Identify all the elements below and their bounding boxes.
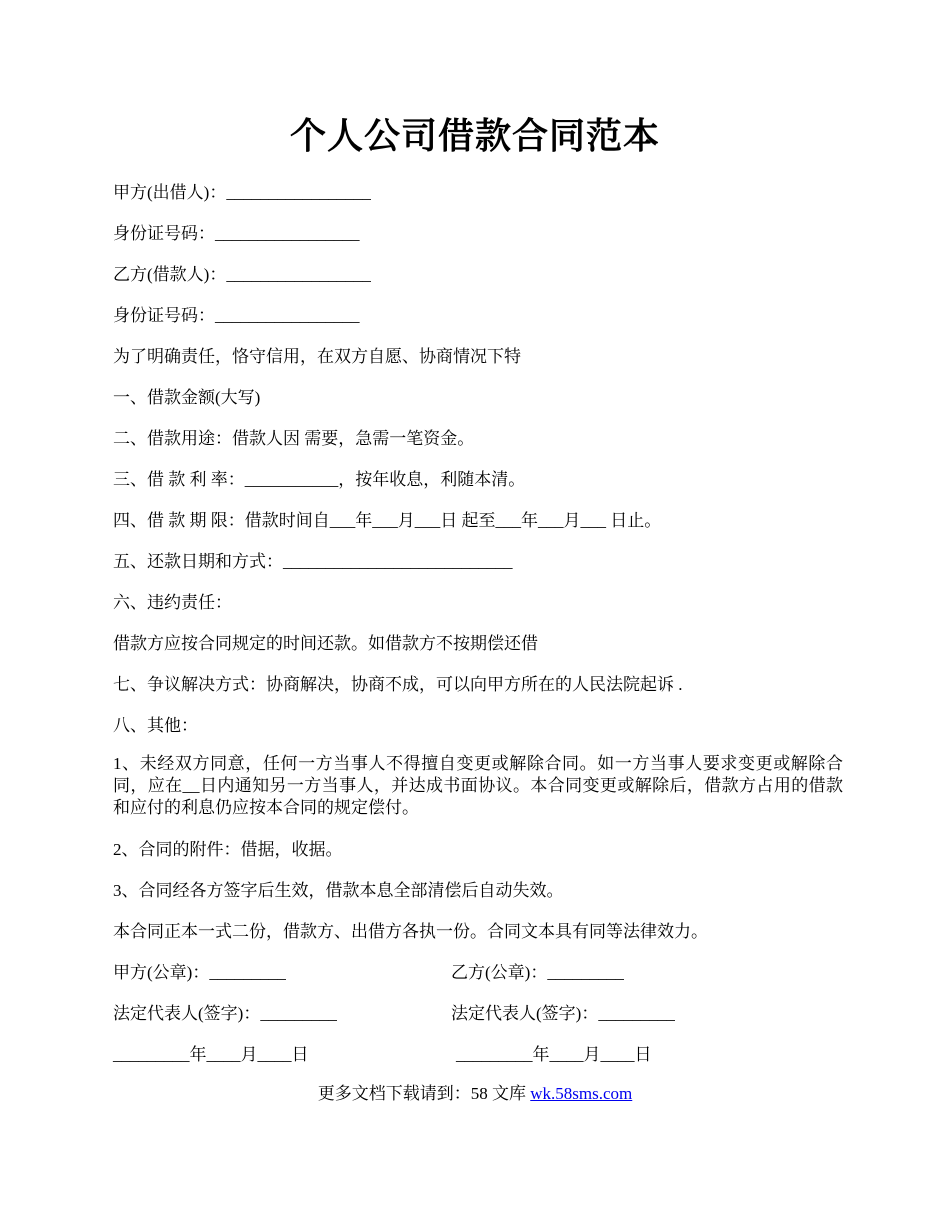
clause-other-heading: 八、其他：: [113, 716, 198, 735]
footer-prefix: 更多文档下载请到：58 文库: [317, 1084, 531, 1103]
clause-liability-heading: 六、违约责任：: [113, 593, 232, 612]
clause-interest-rate: 三、借 款 利 率：___________，按年收息，利随本清。: [113, 470, 526, 489]
party-b-representative: 法定代表人(签字)：_________: [451, 1004, 675, 1023]
clause-term: 四、借 款 期 限：借款时间自___年___月___日 起至___年___月___ 日止。: [113, 511, 662, 530]
party-b-seal: 乙方(公章)：_________: [451, 963, 624, 982]
clause-other-3: 3、合同经各方签字后生效，借款本息全部清偿后自动失效。: [113, 881, 564, 900]
clause-repayment: 五、还款日期和方式：___________________________: [113, 552, 513, 571]
clause-other-1: 1、未经双方同意，任何一方当事人不得擅自变更或解除合同。如一方当事人要求变更或解除合同，应在__日内通知另一方当事人，并达成书面协议。本合同变更或解除后，借款方占用的借款和应付的利息仍应按本合同的规定偿付。: [113, 754, 843, 817]
party-a-id-line: 身份证号码：_________________: [113, 224, 360, 243]
page-footer: [0, 1083, 950, 1105]
closing-statement: 本合同正本一式二份，借款方、出借方各执一份。合同文本具有同等法律效力。: [113, 922, 708, 941]
clause-other-2: 2、合同的附件：借据，收据。: [113, 840, 343, 859]
party-a-representative: 法定代表人(签字)：_________: [113, 1004, 337, 1023]
party-b-date: _________年____月____日: [456, 1045, 652, 1064]
clause-purpose: 二、借款用途：借款人因 需要，急需一笔资金。: [113, 429, 475, 448]
party-a-date: _________年____月____日: [113, 1045, 309, 1064]
preamble-line: 为了明确责任，恪守信用，在双方自愿、协商情况下特: [113, 347, 521, 366]
party-b-id-line: 身份证号码：_________________: [113, 306, 360, 325]
clause-dispute: 七、争议解决方式：协商解决，协商不成，可以向甲方所在的人民法院起诉 .: [113, 675, 683, 694]
document-title: 个人公司借款合同范本: [289, 116, 660, 157]
footer-link[interactable]: wk.58sms.com: [530, 1084, 633, 1103]
party-a-seal: 甲方(公章)：_________: [113, 963, 286, 982]
clause-liability-text: 借款方应按合同规定的时间还款。如借款方不按期偿还借: [113, 634, 538, 653]
party-b-borrower-line: 乙方(借款人)：_________________: [113, 265, 371, 284]
party-a-lender-line: 甲方(出借人)：_________________: [113, 183, 371, 202]
clause-amount: 一、借款金额(大写): [113, 388, 261, 407]
